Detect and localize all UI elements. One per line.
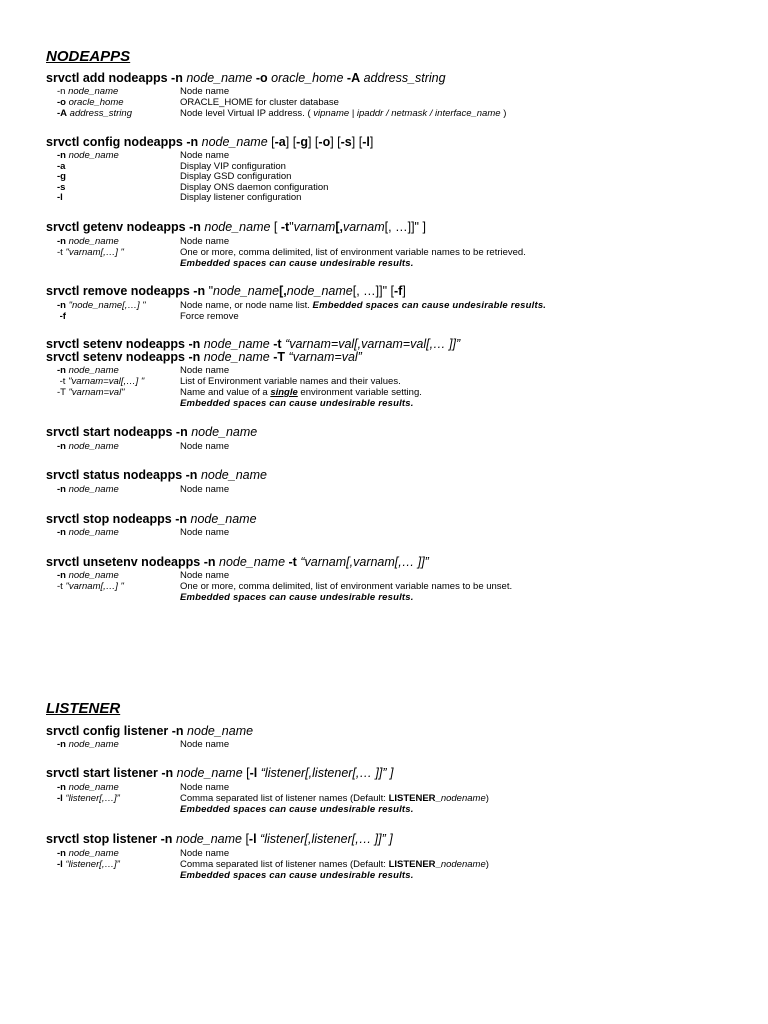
command-name: srvctl status nodeapps	[46, 468, 183, 482]
option-description: Node name	[180, 739, 230, 750]
arg-node-name: node_name	[175, 832, 242, 846]
switch-l: -l	[249, 766, 258, 780]
option-description: Display GSD configuration	[180, 171, 292, 182]
arg-listener-list: “listener[,listener[,… ]]” ]	[260, 766, 394, 780]
option-label: -n node_name	[57, 570, 119, 581]
arg-node-name: node_name	[176, 766, 243, 780]
switch-n: -n	[193, 284, 206, 298]
command-start-nodeapps	[46, 425, 257, 439]
switch-n: -n	[175, 425, 188, 439]
command-remove-nodeapps	[46, 284, 406, 298]
switch-n: -n	[189, 220, 201, 234]
option-label: -l “listener[,…]”	[57, 859, 120, 870]
arg-node-name: node_name	[187, 724, 254, 738]
option-description: Node name	[180, 441, 230, 452]
option-label: -T "varnam=val"	[57, 387, 125, 398]
switch-t: -t	[280, 220, 290, 234]
quote: "	[289, 220, 294, 234]
arg-listener-list: “listener[,listener[,… ]]” ]	[260, 832, 393, 846]
warning-text: Embedded spaces can cause undesirable results.	[180, 804, 414, 815]
option-label: -l “listener[,…]”	[57, 793, 120, 804]
option-description: Display listener configuration	[180, 192, 302, 203]
command-name: srvctl getenv nodeapps	[46, 220, 186, 234]
command-start-listener: srvctl start listener -n node_name [-l “listener[,listener[,… ]]” ]	[46, 766, 394, 780]
option-description: One or more, comma delimited, list of environment variable names to be retrieved.	[180, 247, 526, 258]
switch-A: -A	[346, 71, 361, 85]
bracket: [	[273, 220, 278, 234]
command-name: srvctl config listener	[46, 724, 169, 738]
option-description: Comma separated list of listener names (Default: LISTENER_nodename)	[180, 859, 489, 870]
arg-node-name: node_name	[203, 350, 270, 364]
option-label: -t "varnam[,…] "	[57, 581, 124, 592]
option-description: Node level Virtual IP address. ( vipname | ipaddr / netmask / interface_name )	[180, 108, 507, 119]
command-config-nodeapps	[46, 135, 373, 149]
option-label: -l	[57, 192, 63, 203]
warning-text: Embedded spaces can cause undesirable results.	[180, 870, 414, 881]
command-name: srvctl start listener	[46, 766, 158, 780]
option-description: Node name	[180, 365, 230, 376]
option-label: -n node_name	[57, 441, 119, 452]
option-label: -g	[57, 171, 66, 182]
switch-n: -n	[203, 555, 216, 569]
arg-node-name: node_name	[204, 220, 271, 234]
option-label: -f	[59, 311, 66, 322]
option-description: Node name	[180, 782, 230, 793]
option-description: Comma separated list of listener names (Default: LISTENER_nodename)	[180, 793, 489, 804]
tail: [, …]]"	[352, 284, 388, 298]
switch-f: -f	[394, 284, 403, 298]
option-description: Node name, or node name list. Embedded spaces can cause undesirable results.	[180, 300, 547, 311]
option-description: One or more, comma delimited, list of environment variable names to be unset.	[180, 581, 513, 592]
switch-n: -n	[186, 135, 199, 149]
command-name: srvctl start nodeapps	[46, 425, 173, 439]
arg-oracle-home: oracle_home	[271, 71, 344, 85]
arg-address-string: address_string	[363, 71, 446, 85]
switch-n: -n	[160, 832, 173, 846]
arg-node-name: node_name	[190, 512, 257, 526]
command-add-nodeapps	[46, 71, 446, 85]
command-name: srvctl stop nodeapps	[46, 512, 172, 526]
switch-t: -t	[288, 555, 297, 569]
switch-n: -n	[175, 512, 188, 526]
command-name: srvctl add nodeapps	[46, 71, 168, 85]
option-label: -s	[57, 182, 66, 193]
option-label: -n node_name	[57, 739, 119, 750]
command-setenv-nodeapps-T	[46, 350, 362, 364]
switch-n: -n	[171, 724, 184, 738]
command-unsetenv-nodeapps	[46, 555, 429, 569]
command-name: srvctl setenv nodeapps	[46, 350, 185, 364]
option-description: Name and value of a single environment variable setting.	[180, 387, 422, 398]
option-description: Node name	[180, 570, 230, 581]
arg-node-name: node_name	[186, 71, 253, 85]
warning-text: Embedded spaces can cause undesirable results.	[180, 592, 414, 603]
quote: "	[208, 284, 214, 298]
arg-node-name: node_name	[200, 468, 267, 482]
option-description: Node name	[180, 484, 230, 495]
warning-text: Embedded spaces can cause undesirable results.	[180, 398, 414, 409]
warning-text: Embedded spaces can cause undesirable results.	[180, 258, 414, 269]
arg-node-name: node_name	[219, 555, 286, 569]
option-description: ORACLE_HOME for cluster database	[180, 97, 339, 108]
option-label: -n node_name	[57, 365, 119, 376]
option-description: Display VIP configuration	[180, 161, 286, 172]
section-title-nodeapps: NODEAPPS	[46, 48, 131, 65]
option-label: -t "varnam[,…] "	[57, 247, 124, 258]
switch-n: -n	[188, 337, 201, 351]
option-description: Node name	[180, 236, 230, 247]
arg-node-name: node_name	[213, 284, 280, 298]
arg-varnam: varnam	[293, 220, 336, 234]
option-label: -A address_string	[57, 108, 132, 119]
option-description: Display ONS daemon configuration	[180, 182, 329, 193]
command-name: srvctl setenv nodeapps	[46, 337, 185, 351]
option-label: -n node_name	[57, 150, 119, 161]
separator: [,	[335, 220, 343, 234]
bracket: ]	[402, 284, 406, 298]
option-label: -a	[57, 161, 66, 172]
option-label: -n "node_name[,…] "	[57, 300, 146, 311]
option-label: -t "varnam=val[,…] "	[59, 376, 145, 387]
switch-t: -t	[273, 337, 282, 351]
command-stop-nodeapps	[46, 512, 257, 526]
command-name: srvctl unsetenv nodeapps	[46, 555, 201, 569]
command-getenv-nodeapps	[46, 220, 426, 234]
command-config-listener	[46, 724, 253, 738]
separator: [,	[279, 284, 287, 298]
switch-n: -n	[171, 71, 183, 85]
option-description: Node name	[180, 86, 230, 97]
option-label: -n node_name	[57, 527, 119, 538]
option-label: -n node_name	[57, 848, 119, 859]
option-label: -o oracle_home	[57, 97, 124, 108]
option-label: -n node_name	[57, 86, 119, 97]
option-description: Force remove	[180, 311, 239, 322]
command-stop-listener: srvctl stop listener -n node_name [-l “listener[,listener[,… ]]” ]	[46, 832, 393, 846]
arg-node-name: node_name	[191, 425, 258, 439]
command-setenv-nodeapps-t	[46, 337, 460, 351]
tail: [, …]]" ]	[384, 220, 426, 234]
arg-varnam-list: “varnam[,varnam[,… ]]”	[300, 555, 429, 569]
command-name: srvctl remove nodeapps	[46, 284, 190, 298]
optional-flags: [-a] [-g] [-o] [-s] [-l]	[271, 135, 374, 149]
command-status-nodeapps	[46, 468, 267, 482]
command-name: srvctl config nodeapps	[46, 135, 183, 149]
arg-varnam: varnam	[342, 220, 385, 234]
arg-node-name: node_name	[286, 284, 353, 298]
arg-varnam-val-list: “varnam=val[,varnam=val[,… ]]”	[285, 337, 461, 351]
arg-varnam-val: “varnam=val”	[288, 350, 362, 364]
option-description: Node name	[180, 150, 230, 161]
option-description: Node name	[180, 527, 230, 538]
command-name: srvctl stop listener	[46, 832, 158, 846]
option-label: -n node_name	[57, 236, 119, 247]
switch-T: -T	[273, 350, 286, 364]
bracket: [	[390, 284, 395, 298]
switch-l: -l	[248, 832, 257, 846]
switch-n: -n	[185, 468, 198, 482]
option-label: -n node_name	[57, 484, 119, 495]
switch-n: -n	[161, 766, 174, 780]
option-description: List of Environment variable names and their values.	[180, 376, 401, 387]
arg-node-name: node_name	[203, 337, 270, 351]
section-title-listener: LISTENER	[46, 700, 121, 717]
arg-node-name: node_name	[201, 135, 268, 149]
switch-o: -o	[255, 71, 268, 85]
switch-n: -n	[188, 350, 201, 364]
option-description: Node name	[180, 848, 230, 859]
option-label: -n node_name	[57, 782, 119, 793]
